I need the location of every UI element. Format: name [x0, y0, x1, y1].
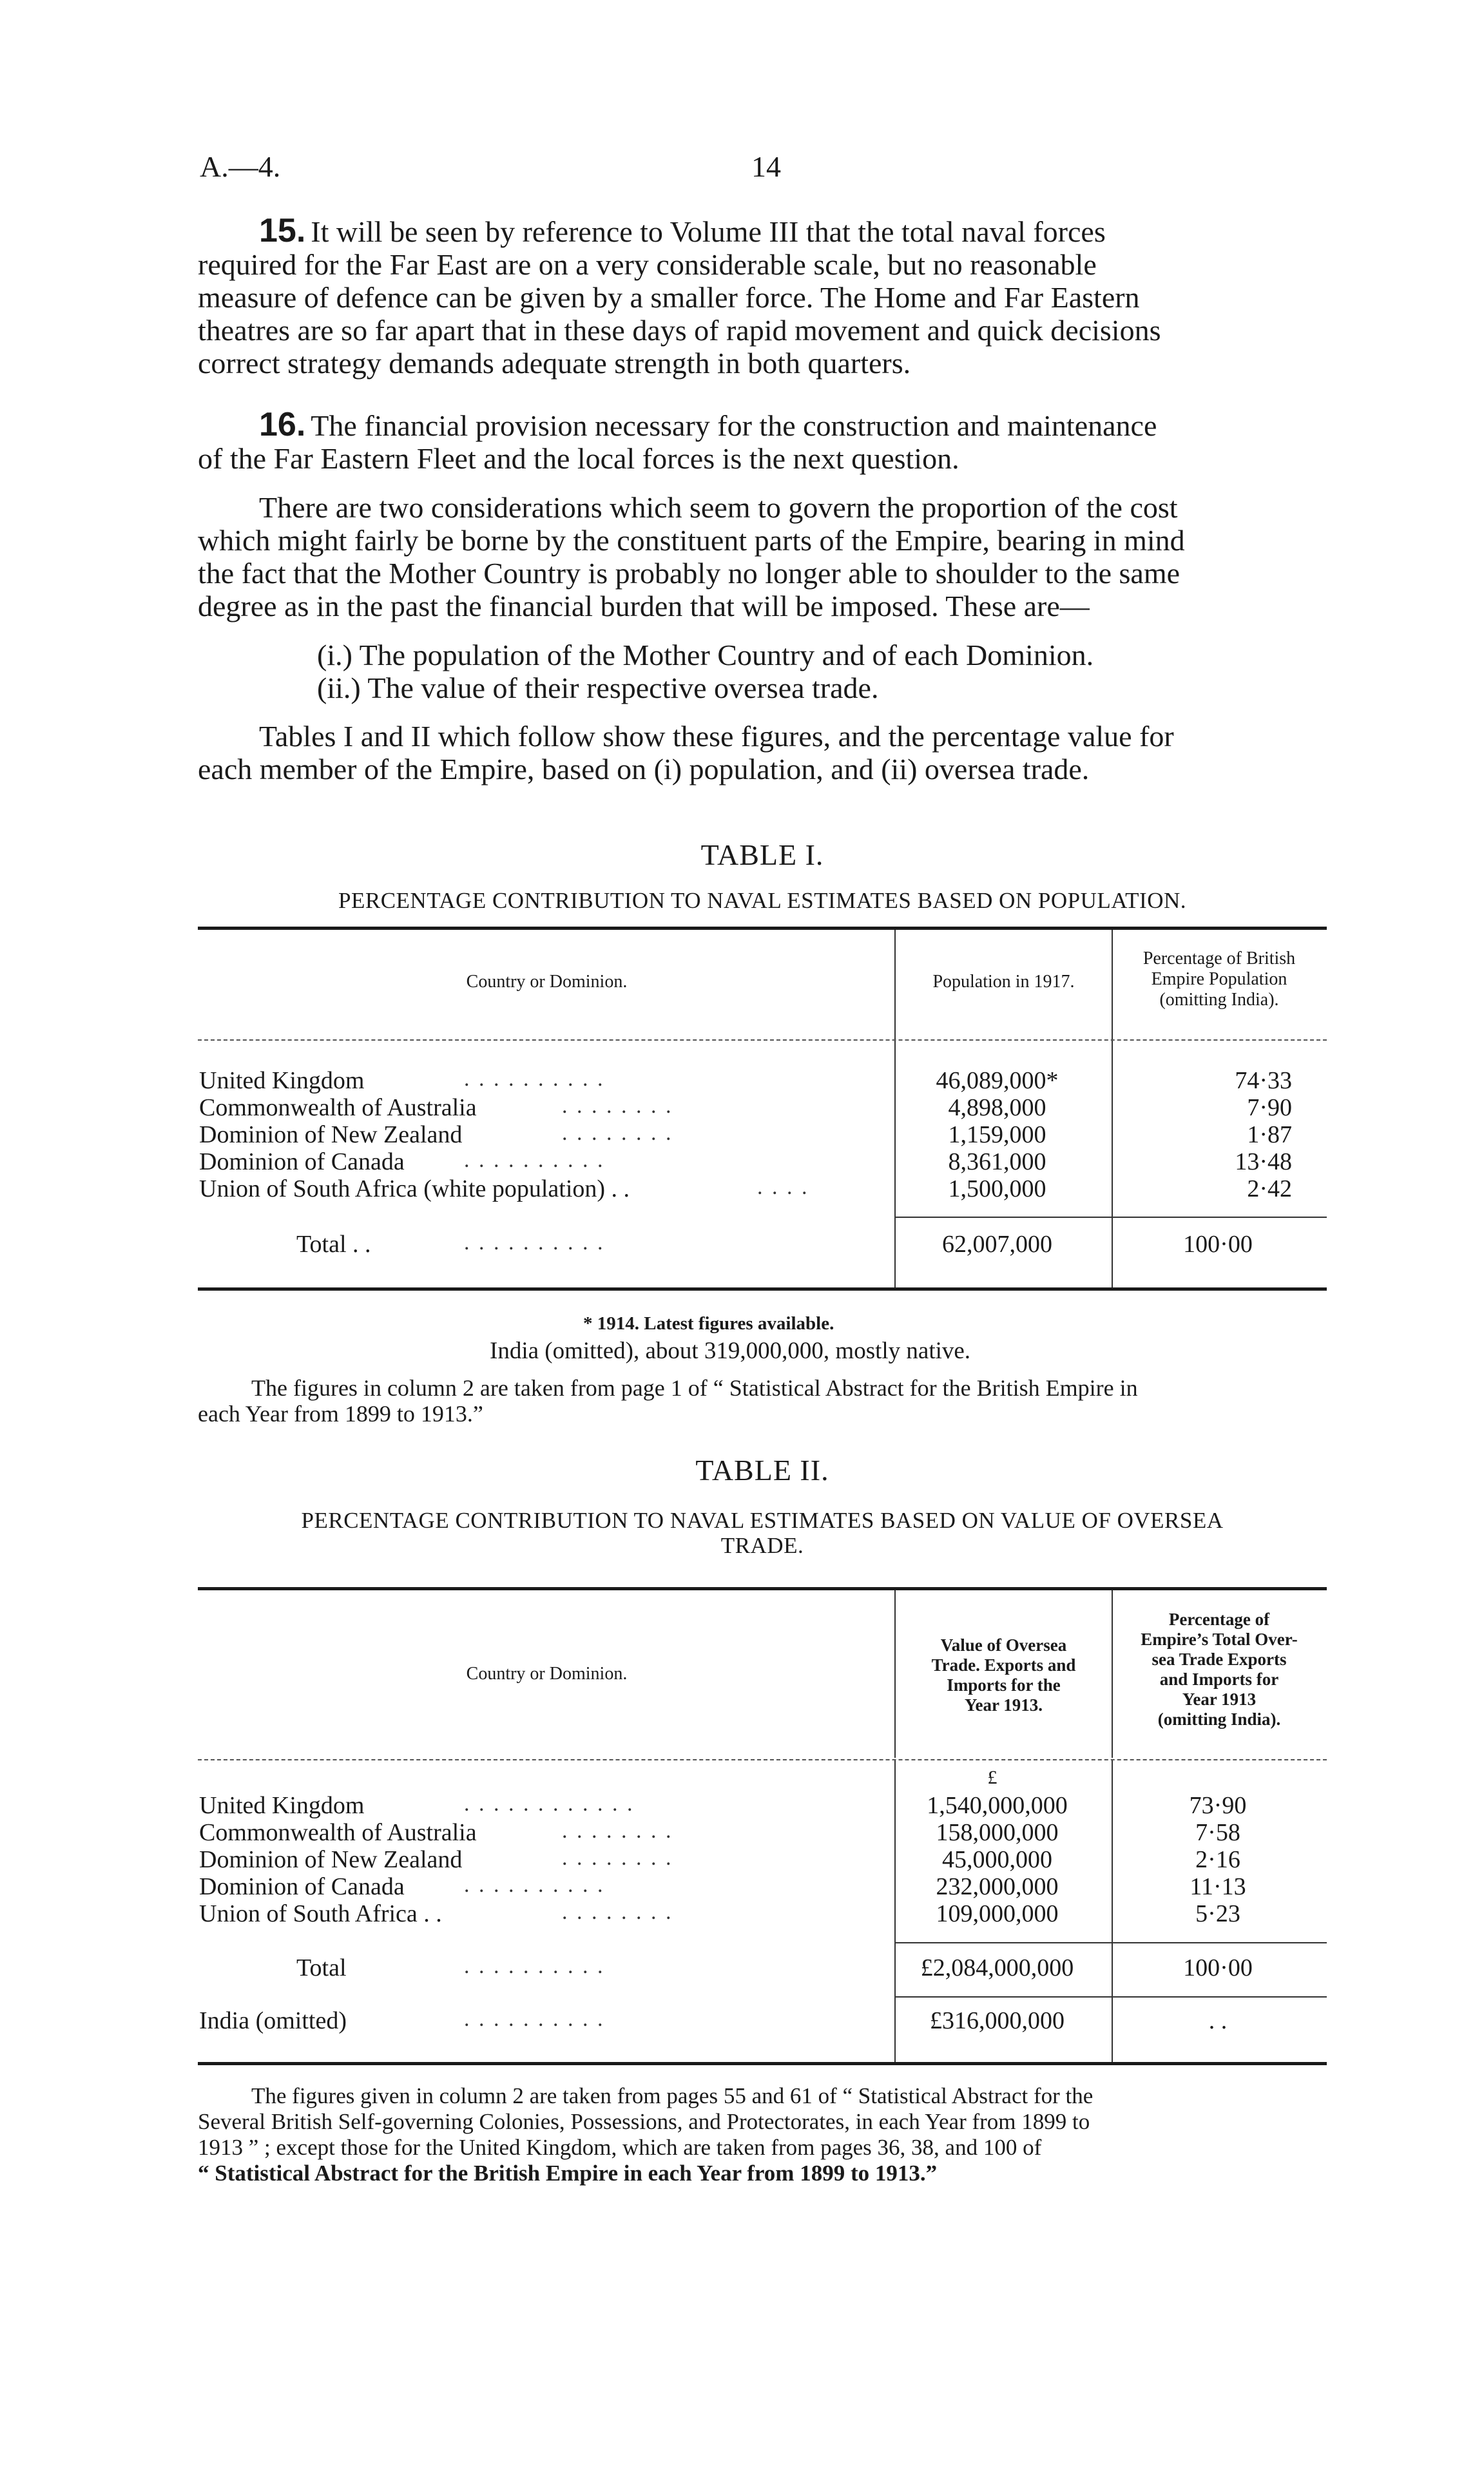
- page-number: 14: [751, 150, 781, 183]
- table-1-top-rule: [198, 927, 1327, 930]
- table-2-subtitle: PERCENTAGE CONTRIBUTION TO NAVAL ESTIMATES BASED ON VALUE OF OVERSEA TRADE.: [301, 1508, 1224, 1558]
- table-1-bottom-rule: [198, 1287, 1327, 1291]
- document-page: A.—4. 14 15. It will be seen by reference to Volume III that the total naval forces required for the Far East are on a very considerable scale, but no reasonable measure of defence can be given by a smaller force. The Home and Far Eastern theatres are so far apart that in these days of rapid movement and quick decisions correct strategy demands adequate strength in both quarters. 16. The financial provision necessary for the construction and maintenance of the Far Eastern Fleet and the local forces is the next question. There are two considerations which seem to govern the proportion of the cost which might fairly be borne by the constituent parts of the Empire, bearing in mind the fact that the Mother Country is probably no longer able to shoulder to the same degree as in the past the financial burden that will be imposed. These are— (i.) The population of the Mother Country and of each Dominion. (ii.) The value of their respective oversea trade. Tables I and II which follow show these figures, and the percentage value for each member of the Empire, based on (i) population, and (ii) oversea trade. TABLE I. PERCENTAGE CONTRIBUTION TO NAVAL ESTIMATES BASED ON POPULATION. Country or Dominion. Population in 1917. Percentage of British Empire Population (omitting India). United Kingdom . . . . . . . . . . 46,089,000* 74·33 Commonwealth of Australia . . . . . . . . 4,898,000 7·90 Dominion of New Zealand . . . . . . . . 1,159,000 1·87 Dominion of Canada . . . . . . . . . . 8,361,000 13·48 Union of South Africa (white population) . . . . . . 1,500,000 2·42 Total . . . . . . . . . . . . 62,007,000 100·00 * 1914. Latest figures available. India (omitted), about 319,000,000, mostly native. The figures in column 2 are taken from page 1 of “ Statistical Abstract for the British Empire in each Year from 1899 to 1913.” TABLE II. PERCENTAGE CONTRIBUTION TO NAVAL ESTIMATES BASED ON VALUE OF OVERSEA TRADE. Country or Dominion. Value of Oversea Trade. Exports and Imports for the Year 1913. Percentage of Empire’s Total Over- sea Trade Exports and Imports for Year 1913 (omitting India). £ United Kingdom . . . . . . . . . . . . 1,540,000,000 73·90 Commonwealth of Australia . . . . . . . . 158,000,000 7·58 Dominion of New Zealand . . . . . . . . 45,000,000 2·16 Dominion of Canada . . . . . . . . . . 232,000,000 11·13 Union of South Africa . . . . . . . . . . 109,000,000 5·23 Total . . . . . . . . . . £2,084,000,000 100·00 India (omitted) . . . . . . . . . . £316,000,000 . . The figures given in column 2 are taken from pages 55 and 61 of “ Statistical Abstract for the Several British Self-governing Colonies, Possessions, and Protectorates, in each Year from 1899 to 1913 ” ; except those for the United Kingdom, which are taken from pages 36, 38, and 100 of “ Statistical Abstract for the British Empire in each Year from 1899 to 1913.”: [0, 0, 1484, 2466]
- list-item-i: (i.) The population of the Mother Country and of each Dominion.: [317, 639, 1094, 671]
- table-1-india-note: India (omitted), about 319,000,000, mostly native.: [490, 1338, 971, 1364]
- table-2-bottom-rule: [198, 2062, 1327, 2065]
- table-1-header-divider: [198, 1039, 1327, 1041]
- table-2-top-rule: [198, 1587, 1327, 1590]
- table-2-india-rule: [894, 1996, 1327, 1998]
- list-item-ii: (ii.) The value of their respective oversea trade.: [317, 671, 879, 704]
- paragraph-number: 16.: [259, 406, 306, 443]
- paragraph-considerations: There are two considerations which seem to govern the proportion of the cost which might fairly be borne by the constituent parts of the Empire, bearing in mind the fact that the Mother Country is probably no longer able to shoulder to the same degree as in the past the financial burden that will be imposed. These are—: [198, 491, 1185, 622]
- table-2-header-divider: [198, 1759, 1327, 1760]
- table-2-header-country: Country or Dominion.: [466, 1664, 628, 1684]
- table-2-header-value: Value of Oversea Trade. Exports and Imports for the Year 1913.: [931, 1635, 1076, 1715]
- paragraph-15: 15. It will be seen by reference to Volume III that the total naval forces required for the Far East are on a very considerable scale, but no reasonable measure of defence can be given by a smaller force. The Home and Far Eastern theatres are so far apart that in these days of rapid movement and quick decisions correct strategy demands adequate strength in both quarters.: [198, 212, 1161, 380]
- document-reference: A.—4.: [200, 150, 281, 183]
- table-2-title: TABLE II.: [695, 1454, 829, 1487]
- currency-symbol: £: [987, 1767, 997, 1788]
- table-2-source-note: The figures given in column 2 are taken from pages 55 and 61 of “ Statistical Abstract for the Several British Self-governing Colonies, Possessions, and Protectorates, in each Year from 1899 to 1913 ” ; except those for the United Kingdom, which are taken from pages 36, 38, and 100 of “ Statistical Abstract for the British Empire in each Year from 1899 to 1913.”: [198, 2083, 1094, 2186]
- table-1-header-country: Country or Dominion.: [466, 972, 628, 992]
- table-2-total-rule: [894, 1942, 1327, 1943]
- table-1-source-note: The figures in column 2 are taken from page 1 of “ Statistical Abstract for the British Empire in each Year from 1899 to 1913.”: [198, 1375, 1138, 1427]
- table-1-footnote: * 1914. Latest figures available.: [583, 1313, 834, 1334]
- table-1-header-percentage: Percentage of British Empire Population (omitting India).: [1142, 949, 1296, 1010]
- table-2-header-percentage: Percentage of Empire’s Total Over- sea Trade Exports and Imports for Year 1913 (omitting India).: [1141, 1610, 1298, 1729]
- table-1-title: TABLE I.: [700, 838, 824, 871]
- paragraph-number: 15.: [259, 212, 306, 249]
- paragraph-16: 16. The financial provision necessary for the construction and maintenance of the Far Eastern Fleet and the local forces is the next question.: [198, 406, 1157, 475]
- table-1-total-rule: [894, 1217, 1327, 1218]
- table-1-header-population: Population in 1917.: [932, 972, 1075, 992]
- table-1-subtitle: PERCENTAGE CONTRIBUTION TO NAVAL ESTIMATES BASED ON POPULATION.: [338, 888, 1186, 913]
- paragraph-tables-intro: Tables I and II which follow show these figures, and the percentage value for each member of the Empire, based on (i) population, and (ii) oversea trade.: [198, 720, 1174, 785]
